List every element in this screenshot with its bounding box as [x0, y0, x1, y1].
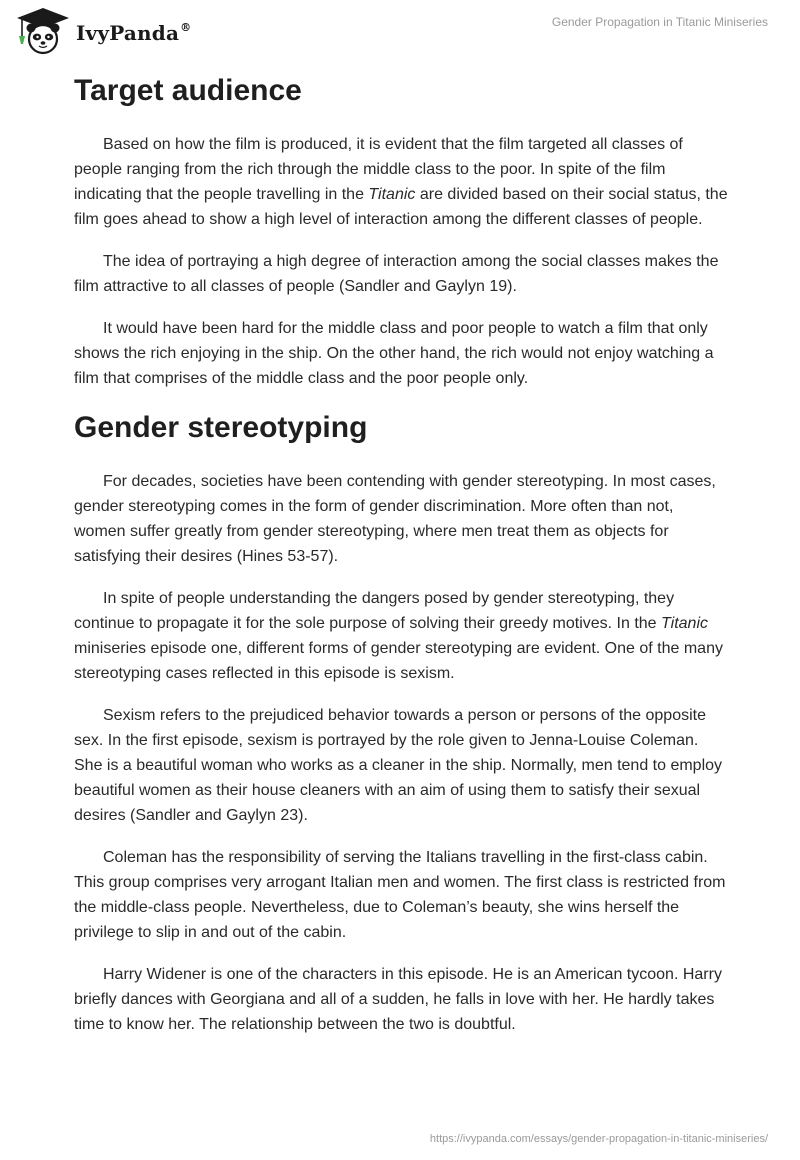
- paragraph-text-part: Based on how the film is produced, it is evident that the film targeted all classes of people ranging from the rich through the middle class to the poor. In spite of the film indicating that the people travelling in the: [74, 136, 683, 203]
- paragraph-text-part: miniseries episode one, different forms of gender stereotyping are evident. One of the many stereotyping cases reflected in this episode is sexism.: [74, 640, 723, 682]
- section-heading-gender-stereotyping: Gender stereotyping: [74, 411, 368, 444]
- source-url-link[interactable]: https://ivypanda.com/essays/gender-propagation-in-titanic-miniseries/: [429, 1133, 768, 1145]
- section-heading-target-audience: Target audience: [74, 74, 302, 107]
- italic-title: Titanic: [661, 615, 708, 632]
- italic-title: Titanic: [368, 186, 416, 203]
- page-header: [0, 0, 800, 60]
- paragraph: It would have been hard for the middle class and poor people to watch a film that only shows the rich enjoying in the ship. On the other hand, the rich would not enjoy watching a film that comprises of the middle class and the poor people only.: [74, 320, 714, 387]
- brand-logo[interactable]: [14, 6, 191, 56]
- document-title: Gender Propagation in Titanic Miniseries: [551, 15, 768, 29]
- brand-name-text: IvyPanda: [76, 21, 180, 45]
- panda-graduate-icon: [14, 6, 72, 56]
- essay-content: [74, 70, 728, 1054]
- paragraph: [74, 586, 728, 686]
- paragraph: Harry Widener is one of the characters in this episode. He is an American tycoon. Harry briefly dances with Georgiana and all of a sudden, he falls in love with her. He hardly takes time to know her. The relationship between the two is doubtful.: [74, 966, 722, 1033]
- paragraph: Sexism refers to the prejudiced behavior towards a person or persons of the opposite sex. In the first episode, sexism is portrayed by the role given to Jenna-Louise Coleman. She is a beautiful woman who works as a cleaner in the ship. Normally, men tend to employ beautiful women as their house cleaners with an aim of using them to satisfy their sexual desires (Sandler and Gaylyn 23).: [74, 707, 723, 824]
- brand-name: [76, 21, 191, 45]
- registered-mark: ®: [180, 21, 192, 34]
- paragraph: For decades, societies have been contending with gender stereotyping. In most cases, gender stereotyping comes in the form of gender discrimination. More often than not, women suffer greatly from gender stereotyping, where men treat them as objects for satisfying their desires (Hines 53-57).: [74, 473, 716, 565]
- paragraph-text-part: In spite of people understanding the dangers posed by gender stereotyping, they continue to propagate it for the sole purpose of solving their greedy motives. In the: [74, 590, 675, 632]
- paragraph: Coleman has the responsibility of serving the Italians travelling in the first-class cabin. This group comprises very arrogant Italian men and women. The first class is restricted from the middle-class people. Nevertheless, due to Coleman’s beauty, she wins herself the privilege to slip in and out of the cabin.: [74, 849, 726, 941]
- paragraph-text-part: are divided based on their social status, the film goes ahead to show a high level of interaction among the different classes of people.: [74, 186, 728, 228]
- paragraph: The idea of portraying a high degree of interaction among the social classes makes the film attractive to all classes of people (Sandler and Gaylyn 19).: [74, 253, 719, 295]
- paragraph: [74, 132, 728, 232]
